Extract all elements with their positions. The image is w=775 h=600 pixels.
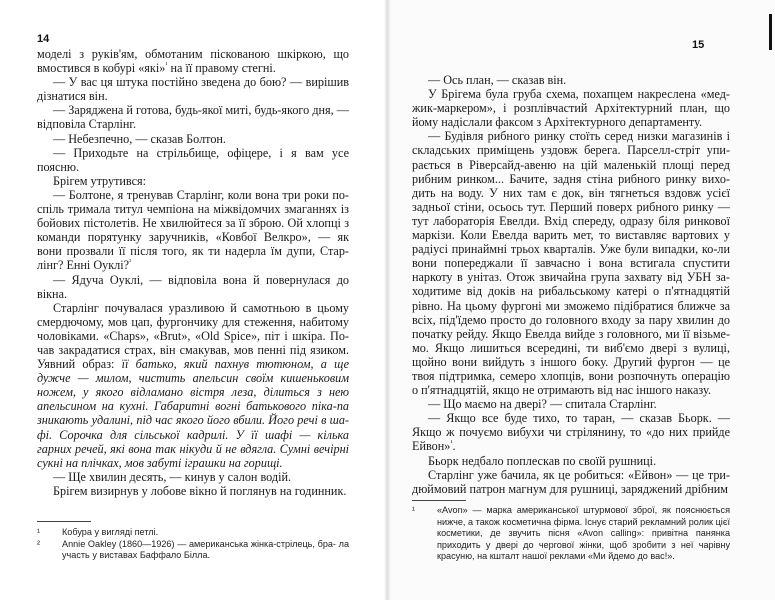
right-page-body (412, 73, 730, 496)
page-number-left: 14 (37, 33, 50, 45)
paragraph: — Ще хвилин десять, — кинув у салон водій. (53, 469, 292, 484)
paragraph: — Небезпечно, — сказав Болтон. (53, 131, 226, 146)
paragraph: Старлінг уже бачила, як це робиться: «Ейвон» — це три-дюймовий патрон магнум для рушниці, заряджений дрібним (412, 467, 730, 496)
left-footnotes (37, 527, 349, 562)
footnote-separator (412, 500, 466, 501)
paragraph: Старлінг почувалася уразливою й самотньою в цьому смердючому, мов цап, фургончику для стеження, набитому чоловіками. «Chaps», «Brut», «Old Spice», піт і шкіра. По-чав закрадатися страх, він смакував, мов пенні під язиком. Уявний образ: її батько, який пахнув тютюном, а ще дужче — милом, чистить апельсин своїм кишеньковим ножем, у якого відламано вістря леза, ділиться з нею апельсином на кухні. Габаритні вогні батькового піка-па зникають удалині, під час якого його вбили. Його речі в ша-фі. Сорочка для сільської кадрилі. У її шафі — кілька гарних речей, які вона так нікуди й не вдягла. Сумні вечірні сукні на плічках, мов забуті іграшки на горищі. (37, 300, 350, 470)
paragraph: — Ось план, — сказав він. (428, 73, 567, 87)
right-footnotes (412, 505, 730, 563)
paragraph: — Що маємо на двері? — спитала Старлінг. (428, 397, 657, 412)
paragraph: — Ядуча Оуклі, — відповіла вона й повернулася до вікна. (37, 272, 349, 301)
paragraph: — Якщо все буде тихо, то таран, — сказав Бьорк. — Якщо ж почуємо вибухи чи стрілянину, то «до них прийде Ейвон»$^{^1}$. (412, 411, 731, 454)
paragraph: моделі з руків'ям, обмотаним піскованою шкіркою, що вмостився в кобурі «які»$^{^1}$ на її правому стегні. (37, 47, 349, 76)
paragraph: Бьорк недбало поплескав по своїй рушниці. (428, 453, 657, 468)
paragraph: — Будівля рибного ринку стоїть серед низки магазинів і складських приміщень уздовж берега. Парселл-стріт упи-рається в Ріверсайд-авеню на цій маленькій площі перед рибним ринком... Бачите, задня стіна рибного ринку вихо-дить на воду. У них там є док, він тягнеться вздовж усієї задньої стіни, осьось тут. Перший поверх рибного ринку — тут лабораторія Евелди. Вхід спереду, одразу біля ринкової маркізи. Коли Евелда варить мет, то виставляє вартових у радіусі принаймні трьох кварталів. Уже були випадки, ко-ли вони попереджали її завчасно і вона встигала спустити наркоту в унітаз. Отож звичайна група захвату від УБН за-ходитиме від доків на рибальському катері о п'ятнадцятій рівно. На цьому фургоні ми зможемо підібратися ближче за всіх, під'їдемо просто до головного входу за пару хвилин до початку рейду. Якщо Евелда вийде з головного, ми її візьме-мо. Якщо лишиться всередині, ти виб'ємо двері з вулиці, щойно вони вийдуть з іншого боку. Другий фургон — це твоя підтримка, семеро хлопців, вони розпочнуть операцію о п'ятнадцятій, якщо не отримають від нас іншого наказу. (412, 129, 731, 398)
paragraph: — У вас ця штука постійно зведена до бою? — вирішив дізнатися він. (37, 75, 349, 104)
paragraph: Брігем визирнув у лобове вікно й поглянув на годинник. (53, 483, 347, 498)
book-gutter (384, 0, 392, 600)
footnote: ¹ Кобура у вигляді петлі. (37, 527, 159, 537)
footnote: ¹ «Avon» — марка американської штурмової зброї, як пояснюється нижче, а також косметична фірма. Існує старий рекламний ролик цієї косметики, де звучить пісня «Avon calling»: привітна панянка приходить у двері до чергової жінки, щоб зробити з неї чарівну красуню, на кшталт нашої реклами «Ми йдемо до вас!». (412, 505, 730, 562)
footnote: ² Annie Oakley (1860—1926) — американська жінка-стрілець, бра- ла участь у виставах Баффало Білла. (37, 538, 349, 561)
page-edge-marker (769, 14, 772, 50)
paragraph: Брігем утрутився: (53, 173, 147, 188)
paragraph: — Приходьте на стрільбище, офіцере, і я вам усе поясню. (37, 145, 349, 174)
paragraph: — Болтоне, я тренував Старлінг, коли вона три роки по-спіль тримала титул чемпіона на міжвідомчих змаганнях із бойових пістолетів. Не хвилюйтеся за її зброю. Ой хлопці з команди порятунку заручників, «Ковбої Велкро», — як вони прозвали її після того, як ти надерла їм дупи, Стар-лінг? Енні Оуклі?$^{^2}$ (37, 187, 350, 273)
page-number-right: 15 (692, 39, 705, 51)
paragraph: — Заряджена й готова, будь-якої миті, будь-якого дня, — відповіла Старлінг. (37, 103, 349, 132)
left-page-body (37, 47, 349, 498)
footnote-separator (37, 521, 91, 522)
paragraph: У Брігема була груба схема, похапцем накреслена «мед-жик-маркером», і розплівчастий Архітектурний план, що йому надіслали факсом з Архітектурного департаменту. (412, 87, 730, 130)
